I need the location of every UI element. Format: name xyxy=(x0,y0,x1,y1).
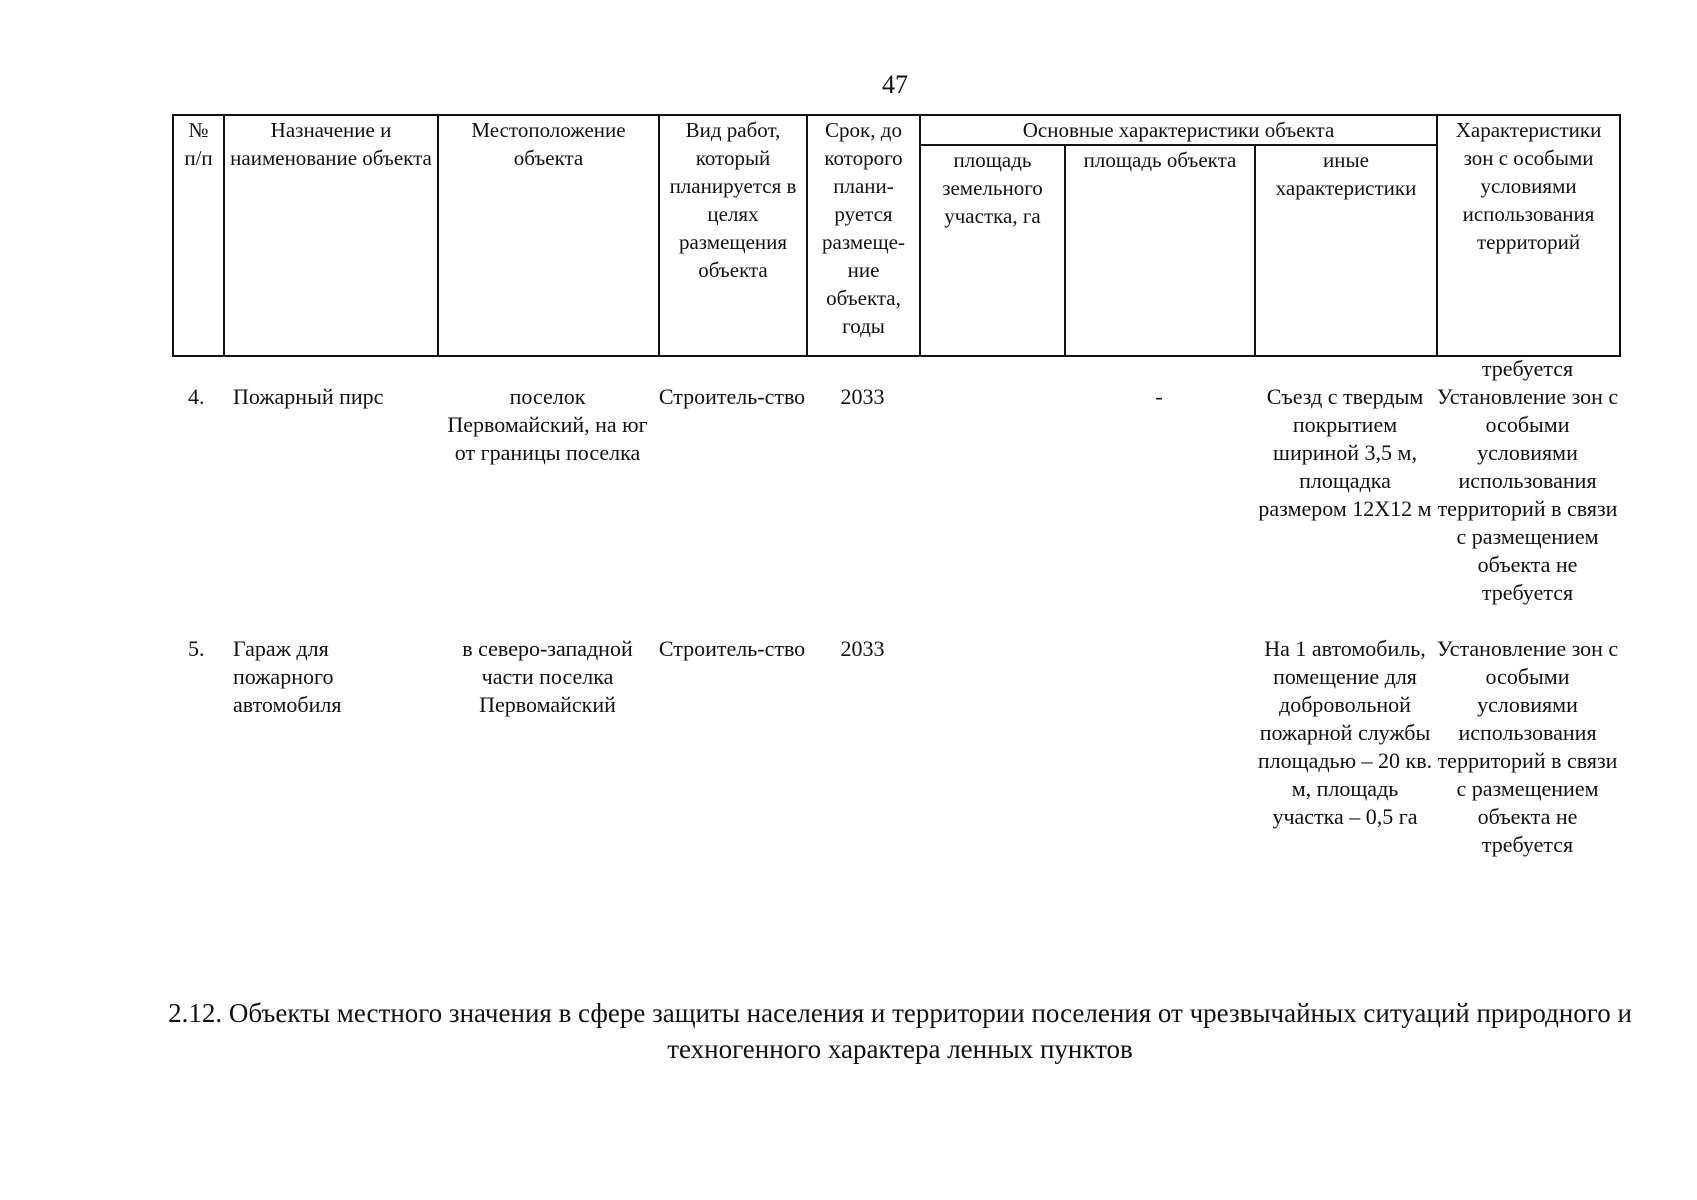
row-location: в северо-западной части поселка Первомайский xyxy=(462,636,633,717)
header-name: Назначение и наименование объекта xyxy=(224,115,438,356)
row-zones: Установление зон с особыми условиями использования территорий в связи с размещением объекта не требуется xyxy=(1436,384,1619,605)
row-name: Пожарный пирс xyxy=(233,384,384,409)
carry-over-text: требуется xyxy=(1481,356,1574,381)
header-zones: Характеристики зон с особыми условиями использования территорий xyxy=(1437,115,1620,356)
row-work-type: Строитель-ство xyxy=(658,384,806,409)
row-other-characteristics: Съезд с твердым покрытием шириной 3,5 м, площадка размером 12Х12 м xyxy=(1258,384,1432,521)
header-location: Местоположение объекта xyxy=(438,115,659,356)
header-other-characteristics: иные характеристики xyxy=(1255,145,1437,356)
row-deadline: 2033 xyxy=(840,636,885,661)
row-work-type: Строитель-ство xyxy=(658,636,806,661)
row-name: Гараж для пожарного автомобиля xyxy=(233,636,342,717)
row-zones: Установление зон с особыми условиями использования территорий в связи с размещением объекта не требуется xyxy=(1436,636,1619,857)
table-header xyxy=(172,114,1621,357)
section-title: 2.12. Объекты местного значения в сфере защиты населения и территории поселения от чрезвычайных ситуаций природного и техногенного характера ленных пунктов xyxy=(168,998,1632,1064)
header-object-area: площадь объекта xyxy=(1065,145,1255,356)
row-num: 4. xyxy=(188,384,205,409)
header-deadline: Срок, до которого плани-руется размеще-ние объекта, годы xyxy=(807,115,920,356)
header-main-characteristics: Основные характеристики объекта xyxy=(920,115,1437,145)
header-land-area: площадь земельного участка, га xyxy=(920,145,1065,356)
row-other-characteristics: На 1 автомобиль, помещение для добровольной пожарной службы площадью – 20 кв. м, площадь участка – 0,5 га xyxy=(1257,636,1433,829)
page-number: 47 xyxy=(882,70,908,99)
header-num: № п/п xyxy=(173,115,224,356)
row-location: поселок Первомайский, на юг от границы поселка xyxy=(447,384,648,465)
row-num: 5. xyxy=(188,636,205,661)
header-work-type: Вид работ, который планируется в целях размещения объекта xyxy=(659,115,807,356)
row-object-area: - xyxy=(1155,384,1163,409)
row-deadline: 2033 xyxy=(840,384,885,409)
